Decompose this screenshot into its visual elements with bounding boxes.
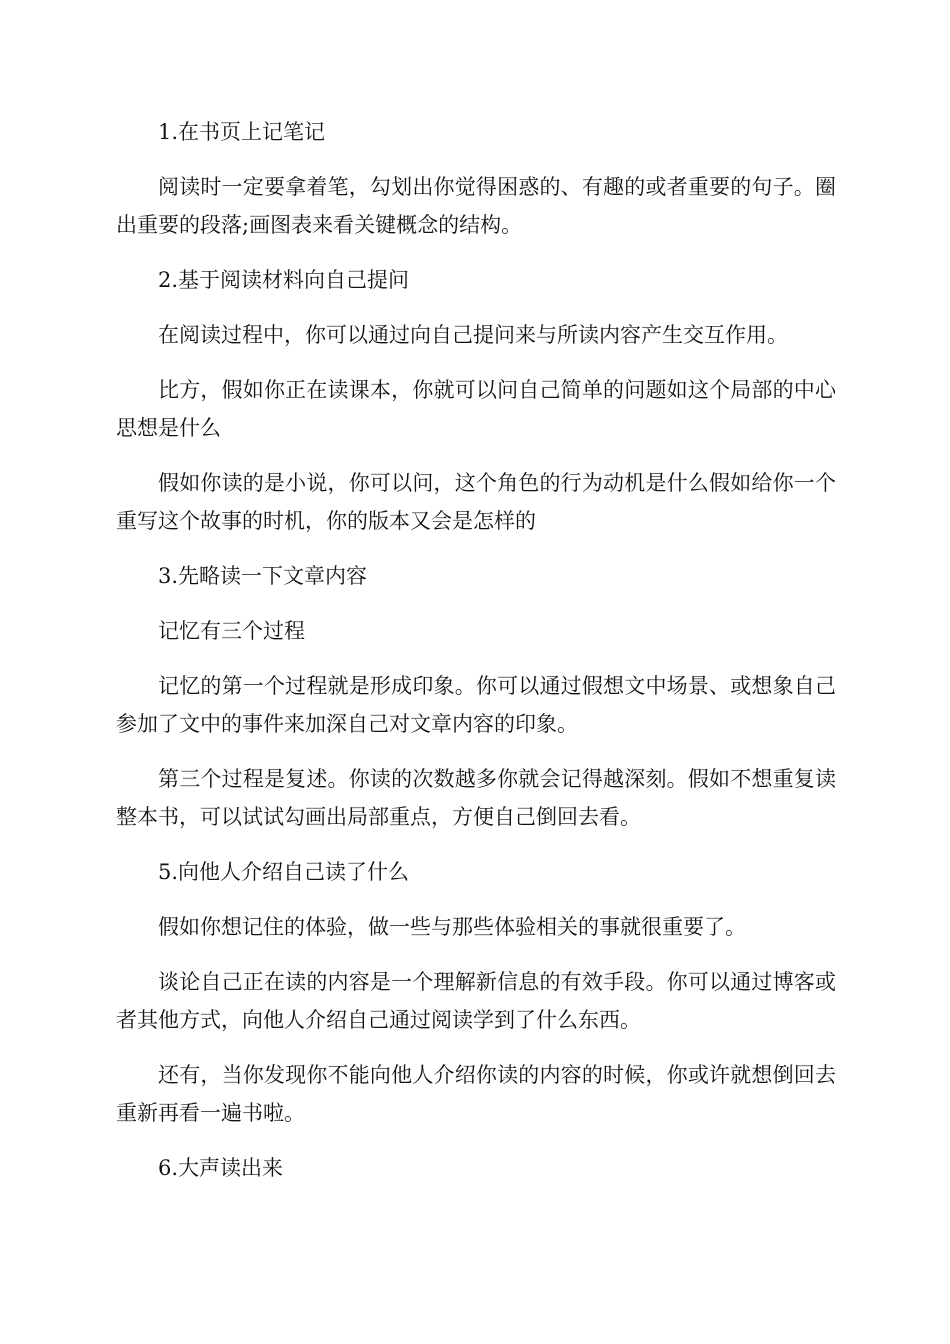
paragraph: 记忆的第一个过程就是形成印象。你可以通过假想文中场景、或想象自己参加了文中的事件来加深自己对文章内容的印象。 bbox=[116, 674, 836, 736]
paragraph: 阅读时一定要拿着笔，勾划出你觉得困惑的、有趣的或者重要的句子。圈出重要的段落;画图表来看关键概念的结构。 bbox=[116, 175, 836, 237]
paragraph: 还有，当你发现你不能向他人介绍你读的内容的时候，你或许就想倒回去重新再看一遍书啦。 bbox=[116, 1063, 836, 1125]
heading-2: 2.基于阅读材料向自己提问 bbox=[158, 268, 410, 292]
paragraph: 假如你想记住的体验，做一些与那些体验相关的事就很重要了。 bbox=[158, 915, 746, 939]
paragraph: 谈论自己正在读的内容是一个理解新信息的有效手段。你可以通过博客或者其他方式，向他人介绍自己通过阅读学到了什么东西。 bbox=[116, 970, 836, 1032]
paragraph: 比方，假如你正在读课本，你就可以问自己简单的问题如这个局部的中心思想是什么 bbox=[116, 378, 836, 440]
heading-3: 3.先略读一下文章内容 bbox=[158, 564, 368, 588]
paragraph: 假如你读的是小说，你可以问，这个角色的行为动机是什么假如给你一个重写这个故事的时机，你的版本又会是怎样的 bbox=[116, 471, 836, 533]
heading-6: 6.大声读出来 bbox=[158, 1156, 284, 1180]
heading-5: 5.向他人介绍自己读了什么 bbox=[158, 860, 410, 884]
paragraph: 记忆有三个过程 bbox=[158, 619, 305, 643]
paragraph: 第三个过程是复述。你读的次数越多你就会记得越深刻。假如不想重复读整本书，可以试试勾画出局部重点，方便自己倒回去看。 bbox=[116, 767, 836, 829]
paragraph: 在阅读过程中，你可以通过向自己提问来与所读内容产生交互作用。 bbox=[158, 323, 788, 347]
document-body bbox=[116, 113, 836, 1204]
heading-1: 1.在书页上记笔记 bbox=[158, 120, 326, 144]
